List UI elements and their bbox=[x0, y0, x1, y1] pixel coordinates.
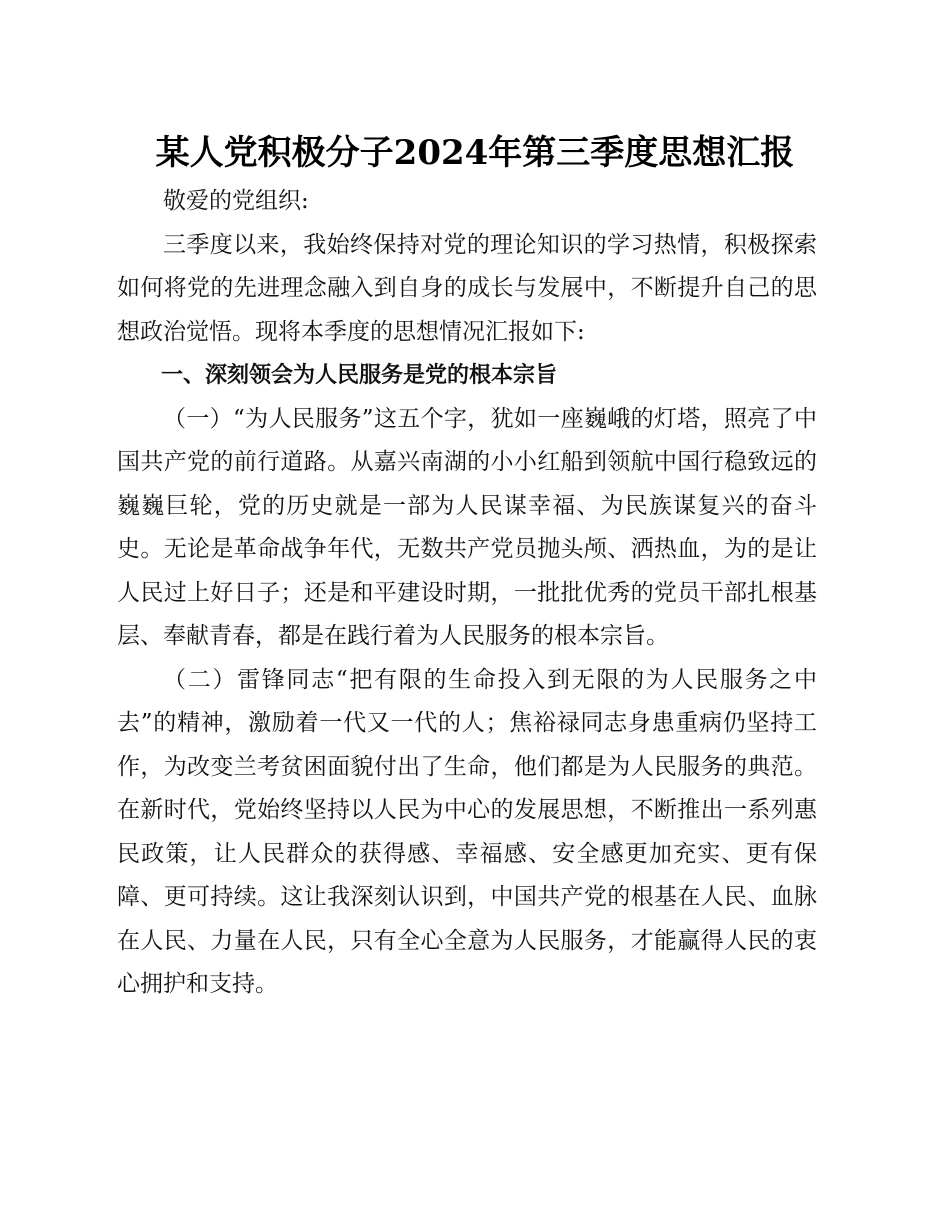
intro-paragraph: 三季度以来，我始终保持对党的理论知识的学习热情，积极探索如何将党的先进理念融入到自身的成长与发展中，不断提升自己的思想政治觉悟。现将本季度的思想情况汇报如下: bbox=[117, 231, 817, 345]
section-heading: 一、深刻领会为人民服务是党的根本宗旨 bbox=[161, 363, 558, 388]
body-paragraph: （一）“为人民服务”这五个字，犹如一座巍峨的灯塔，照亮了中国共产党的前行道路。从嘉兴南湖的小小红船到领航中国行稳致远的巍巍巨轮，党的历史就是一部为人民谋幸福、为民族谋复兴的奋斗史。无论是革命战争年代，无数共产党员抛头颅、洒热血，为的是让人民过上好日子；还是和平建设时期，一批批优秀的党员干部扎根基层、奉献青春，都是在践行着为人民服务的根本宗旨。 bbox=[117, 405, 817, 649]
body-paragraph: （二）雷锋同志“把有限的生命投入到无限的为人民服务之中去”的精神，激励着一代又一代的人；焦裕禄同志身患重病仍坚持工作，为改变兰考贫困面貌付出了生命，他们都是为人民服务的典范。在新时代，党始终坚持以人民为中心的发展思想，不断推出一系列惠民政策，让人民群众的获得感、幸福感、安全感更加充实、更有保障、更可持续。这让我深刻认识到，中国共产党的根基在人民、血脉在人民、力量在人民，只有全心全意为人民服务，才能赢得人民的衷心拥护和支持。 bbox=[117, 666, 817, 997]
document-title: 某人党积极分子2024年第三季度思想汇报 bbox=[155, 133, 795, 173]
salutation: 敬爱的党组织: bbox=[163, 188, 309, 214]
document-body bbox=[117, 180, 817, 1007]
